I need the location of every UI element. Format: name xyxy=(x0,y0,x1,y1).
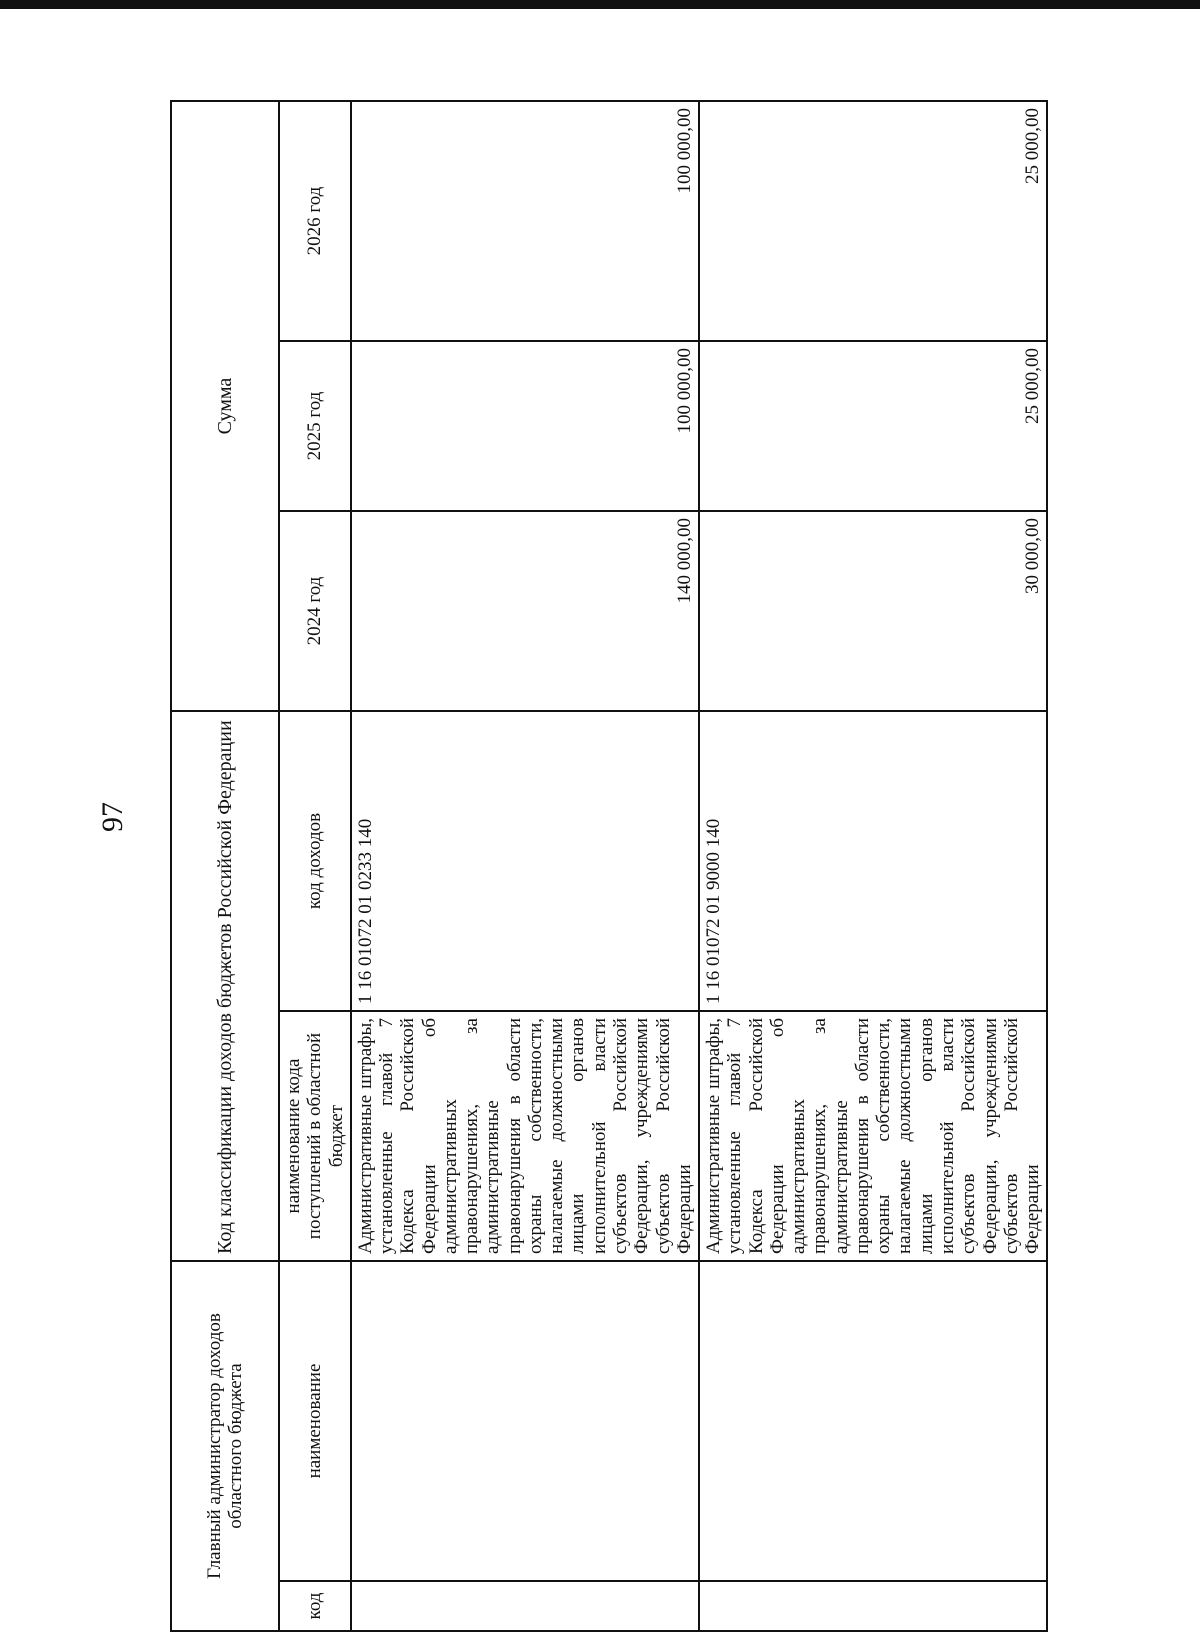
header-2024: 2024 год xyxy=(279,511,351,711)
header-sum-group: Сумма xyxy=(171,101,279,711)
row-2024: 30 000,00 xyxy=(699,511,1047,711)
row-income-name: Административные штрафы, установленные главой 7 Кодекса Российской Федерации об административных правонарушениях, за административные правонарушения в области охраны собственности, налагаемые должностными лицами органов исполнительной власти субъектов Российской Федерации, учреждениями субъектов Российской Федерации xyxy=(351,1011,699,1261)
page-number: 97 xyxy=(96,802,129,832)
revenue-table xyxy=(170,100,1048,1632)
row-2026: 100 000,00 xyxy=(351,101,699,341)
header-income-code: код доходов xyxy=(279,711,351,1011)
row-2024: 140 000,00 xyxy=(351,511,699,711)
header-name: наименование xyxy=(279,1261,351,1581)
row-income-code: 1 16 01072 01 0233 140 xyxy=(351,711,699,1011)
header-2026: 2026 год xyxy=(279,101,351,341)
header-2025: 2025 год xyxy=(279,341,351,511)
top-rule xyxy=(0,0,1200,9)
header-admin-group: Главный администратор доходов областного бюджета xyxy=(171,1261,279,1631)
header-row-1 xyxy=(171,101,279,1631)
row-name xyxy=(699,1261,1047,1581)
header-income-name: наименование кода поступлений в областной бюджет xyxy=(279,1011,351,1261)
row-code xyxy=(699,1581,1047,1631)
row-income-code: 1 16 01072 01 9000 140 xyxy=(699,711,1047,1011)
table-row xyxy=(699,101,1047,1631)
header-row-2 xyxy=(279,101,351,1631)
table-row xyxy=(351,101,699,1631)
row-2025: 25 000,00 xyxy=(699,341,1047,511)
row-income-name: Административные штрафы, установленные главой 7 Кодекса Российской Федерации об административных правонарушениях, за административные правонарушения в области охраны собственности, налагаемые должностными лицами органов исполнительной власти субъектов Российской Федерации, учреждениями субъектов Российской Федерации xyxy=(699,1011,1047,1261)
row-name xyxy=(351,1261,699,1581)
row-code xyxy=(351,1581,699,1631)
header-code: код xyxy=(279,1581,351,1631)
row-2026: 25 000,00 xyxy=(699,101,1047,341)
row-2025: 100 000,00 xyxy=(351,341,699,511)
revenue-table-rotated xyxy=(170,102,1044,1632)
header-classification-group: Код классификации доходов бюджетов Российской Федерации xyxy=(171,711,279,1261)
